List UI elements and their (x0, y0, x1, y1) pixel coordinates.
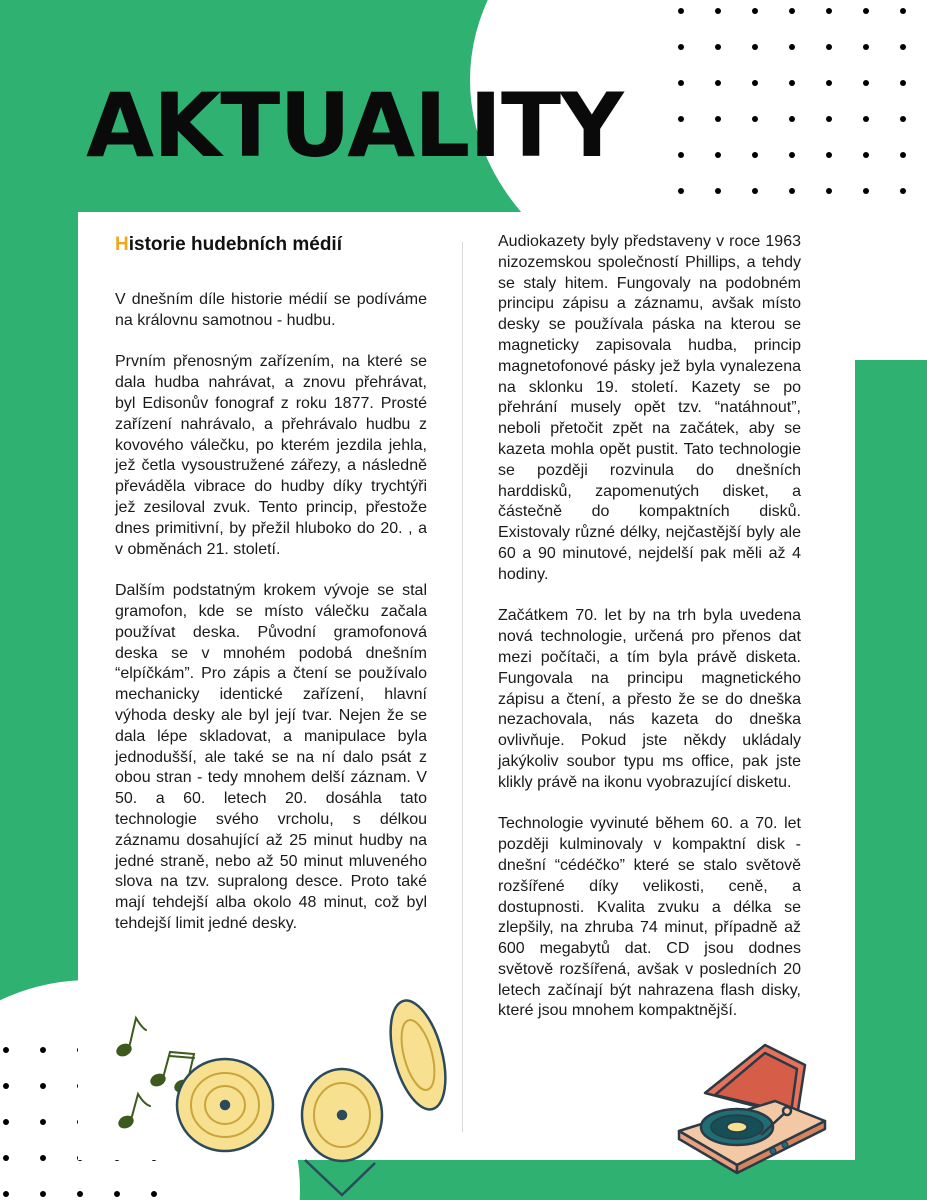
paragraph: Prvním přenosným zařízením, na které se dala hudba nahrávat, a znovu přehrávat, byl Edisonův fonograf z roku 1877. Prosté zařízení nahrávalo, a přehrávalo hudbu z kovového válečku, po kterém jezdila jehla, jež četla vysoustružené zářezy, a následně převáděla vibrace do hudby díky trychtýři jež zesiloval zvuk. Tento princip, přestože dnes primitivní, by přežil hluboko do 20. , a v obměnách 21. století. (115, 353, 427, 558)
paragraph: Dalším podstatným krokem vývoje se stal gramofon, kde se místo válečku začala používat deska. Původní gramofonová deska se v mnohém podobá dnešním “elpíčkám”. Pro zápis a čtení se používalo mechanicky identické zařízení, hlavní výhoda desky ale byl její tvar. Nejen že se dala lépe skladovat, a manipulace byla jednodušší, ale také se na ní dalo psát z obou stran - tedy mnohem delší záznam. V 50. a 60. letech 20. dosáhla tato technologie svého vrcholu, s délkou záznamu dosahující až 25 minut hudby na jedné straně, nebo až 50 minut mluveného slova na tzv. supralong desce. Proto také mají tehdejší alba okolo 48 minut, což byl tehdejší limit jedné desky. (115, 582, 427, 932)
paragraph: Audiokazety byly představeny v roce 1963 nizozemskou společností Phillips, a tehdy se staly hitem. Fungovaly na podobném principu zápisu a záznamu, avšak místo desky se používala páska na kterou se magneticky zapisovala hudba, princip magnetofonové pásky jež byla vynalezena na sklonku 19. století. Kazety se po přehrání musely opět tzv. “natáhnout”, neboli přetočit zpět na začátek, aby se kazeta mohla opět pustit. Tato technologie se později rozvinula do dnešních harddisků, zapomenutých disket, a částečně do kompaktních disků. Existovaly různé délky, nejčastější byly ale 60 a 90 minutové, nejdelší pak měli až 4 hodiny. (498, 233, 801, 583)
column-divider (462, 242, 463, 1132)
article-title-initial: H (115, 234, 129, 255)
page-title: AKTUALITY (86, 74, 623, 177)
article-title-text: istorie hudebních médií (128, 234, 342, 255)
article-column-right (498, 232, 801, 1043)
article-title (115, 234, 342, 256)
dot-pattern-top-right (678, 8, 906, 194)
vinyl-records-icon (170, 995, 455, 1200)
paragraph: V dnešním díle historie médií se podíváme na královnu samotnou - hudbu. (115, 291, 427, 329)
article-column-left (115, 290, 427, 956)
paragraph: Začátkem 70. let by na trh byla uvedena nová technologie, určená pro přenos dat mezi počítači, a tím byla právě disketa. Fungovala na principu magnetického zápisu a čtení, a přesto že se do dneška nezachovala, nás kazeta do dneška ovlivňuje. Pokud jste někdy ukládaly jakýkoliv soubor typu ms office, pak jste klikly právě na ikonu vyobrazující disketu. (498, 607, 801, 791)
paragraph: Technologie vyvinuté během 60. a 70. let později kulminovaly v kompaktní disk - dnešní “cédéčko” které se stalo světově rozšířené díky velikosti, ceně, a dostupnosti. Kvalita zvuku a délka se zlepšily, na zhruba 74 minut, případně až 600 megabytů dat. CD jsou dodnes světově rozšířená, avšak v posledních 20 letech začínají být nahrazena flash disky, které jsou mnohem kompaktnější. (498, 815, 801, 1020)
turntable-icon (675, 1035, 835, 1175)
